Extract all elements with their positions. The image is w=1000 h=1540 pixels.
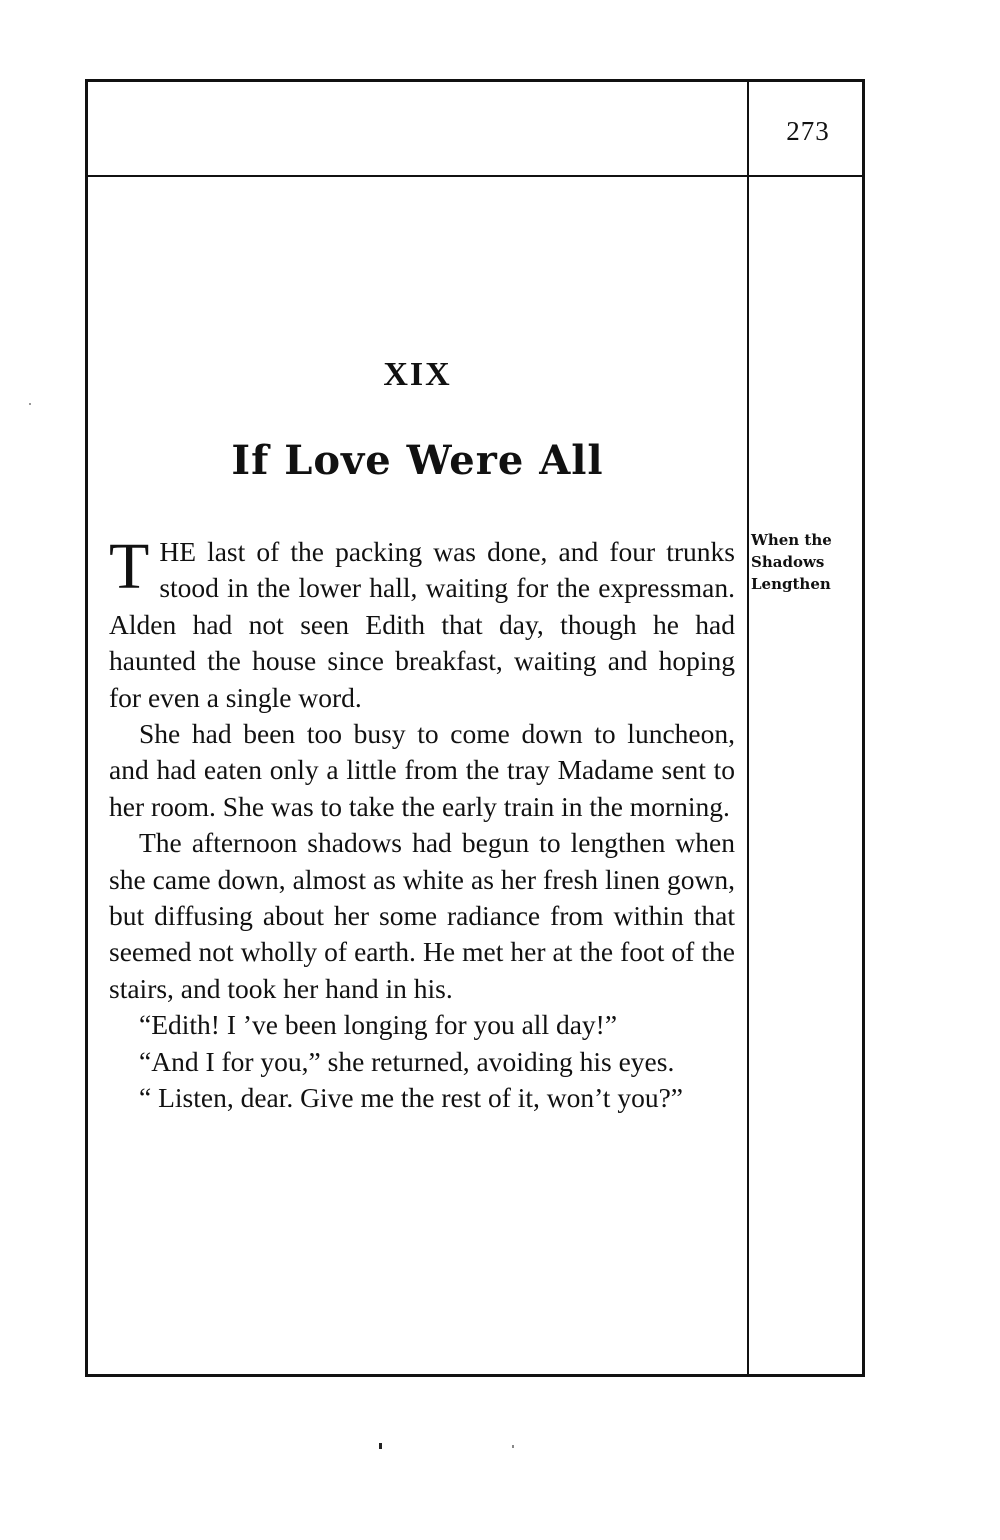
chapter-title: If Love Were All [231, 437, 604, 484]
paragraph: “Edith! I ’ve been longing for you all day!” [139, 1009, 618, 1041]
side-note-line: When the [751, 531, 832, 549]
paragraph [109, 530, 735, 716]
paragraph: She had been too busy to come down to luncheon, and had eaten only a little from the tray Madame sent to her room. She was to take the early train in the morning. [109, 718, 735, 822]
scan-speck [379, 1443, 382, 1449]
side-note [751, 529, 856, 595]
scan-speck [29, 403, 31, 405]
page-number: 273 [786, 116, 830, 146]
header-rule [88, 175, 862, 177]
paragraph-text: HE last of the packing was done, and four trunks stood in the lower hall, waiting for the expressman. Alden had not seen Edith that day, though he had haunted the house since breakfast, waiting and hoping for even a single word. [109, 536, 735, 713]
paragraph: “ Listen, dear. Give me the rest of it, won’t you?” [139, 1082, 683, 1114]
chapter-number: XIX [383, 356, 452, 393]
side-note-line: Lengthen [751, 575, 831, 593]
page-frame [85, 79, 865, 1377]
paragraph: The afternoon shadows had begun to lengthen when she came down, almost as white as her fresh linen gown, but diffusing about her some radiance from within that seemed not wholly of earth. He met her at the foot of the stairs, and took her hand in his. [109, 827, 735, 1004]
side-note-line: Shadows [751, 553, 825, 571]
body-text [109, 530, 735, 1117]
scan-speck [512, 1445, 514, 1448]
margin-rule [747, 82, 749, 1374]
drop-cap: T [109, 530, 150, 603]
paragraph: “And I for you,” she returned, avoiding his eyes. [139, 1045, 675, 1077]
